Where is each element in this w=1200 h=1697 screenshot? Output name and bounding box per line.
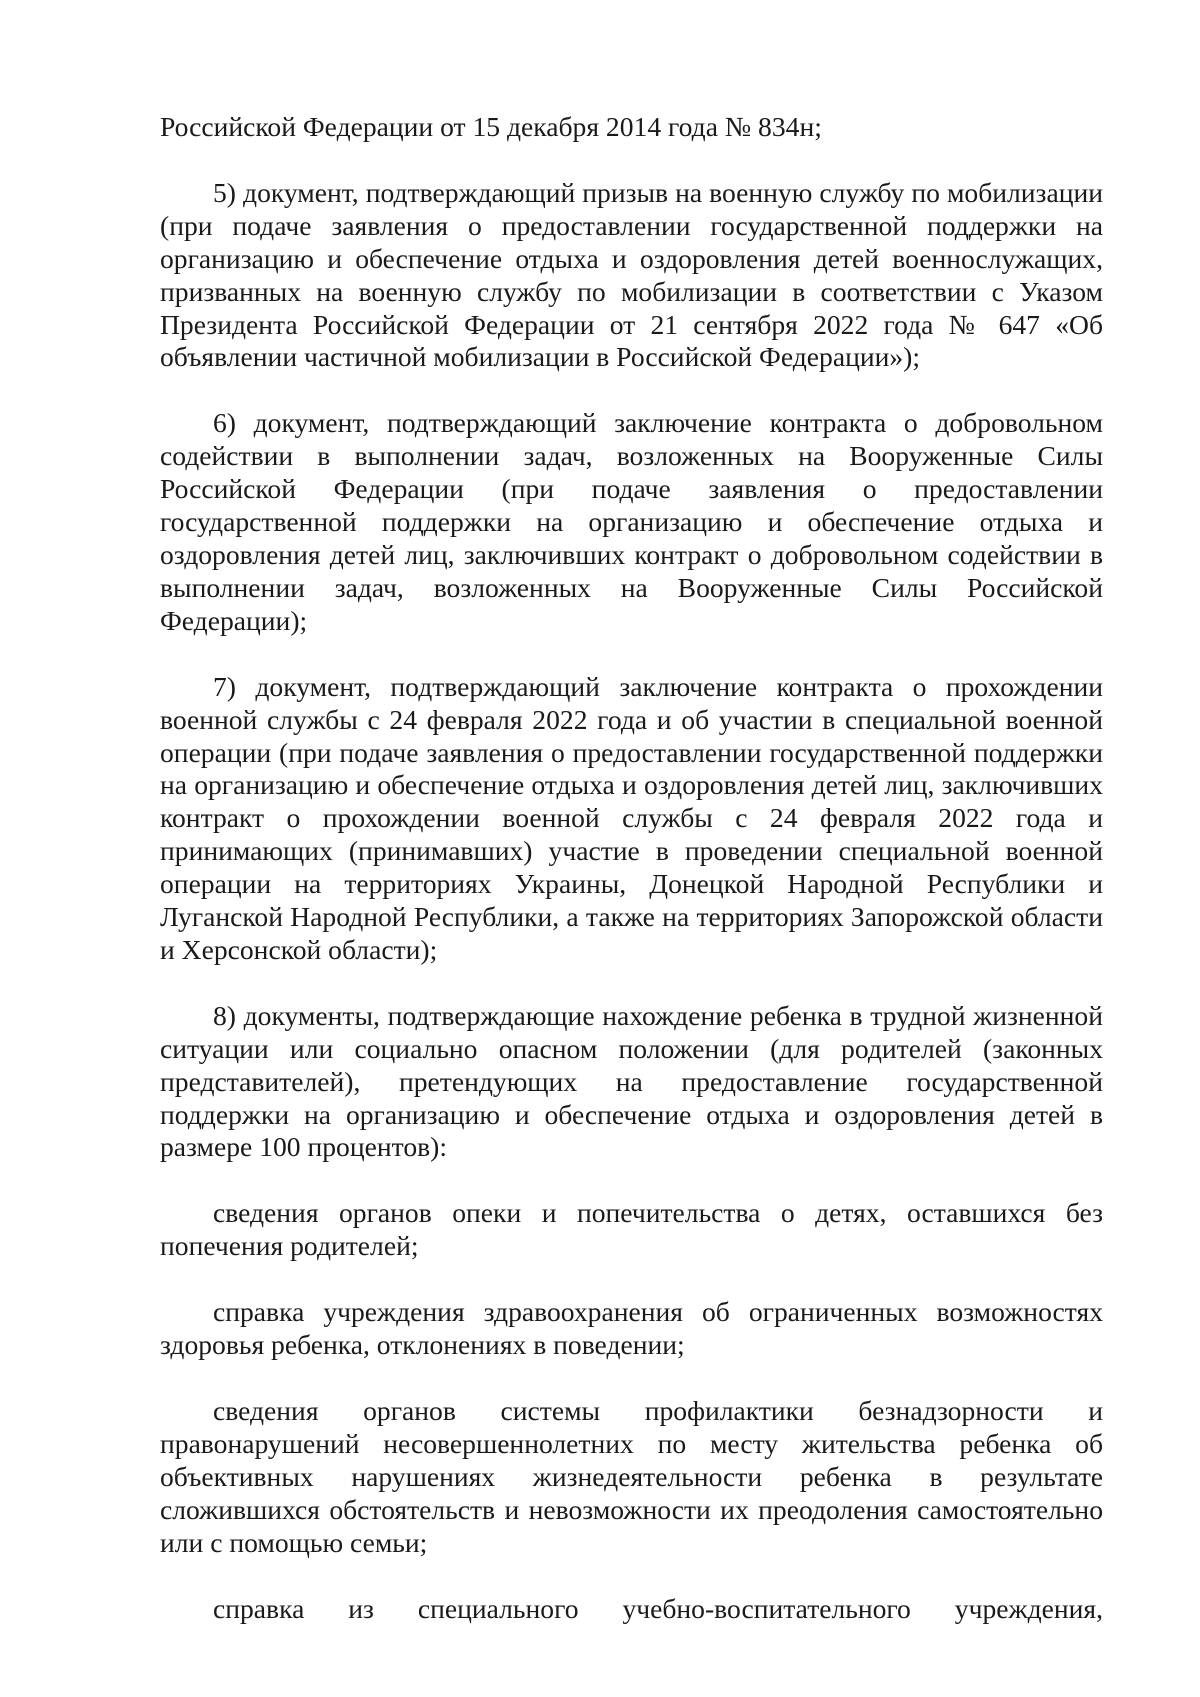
paragraph-item-6: 6) документ, подтверждающий заключение контракта о добровольном содействии в выполнении задач, возложенных на Вооруженные Силы Российской Федерации (при подаче заявления о предоставлении государственной поддержки на организацию и обеспечение отдыха и оздоровления детей лиц, заключивших контракт о добровольном содействии в выполнении задач, возложенных на Вооруженные Силы Российской Федерации); xyxy=(160,407,1103,636)
paragraph-item-7: 7) документ, подтверждающий заключение контракта о прохождении военной службы с 24 февраля 2022 года и об участии в специальной военной операции (при подаче заявления о предоставлении государственной поддержки на организацию и обеспечение отдыха и оздоровления детей лиц, заключивших контракт о прохождении военной службы с 24 февраля 2022 года и принимающих (принимавших) участие в проведении специальной военной операции на территориях Украины, Донецкой Народной Республики и Луганской Народной Республики, а также на территориях Запорожской области и Херсонской области); xyxy=(160,670,1103,965)
paragraph-continuation: Российской Федерации от 15 декабря 2014 года № 834н; xyxy=(160,111,822,142)
paragraph-item-5: 5) документ, подтверждающий призыв на военную службу по мобилизации (при подаче заявления о предоставлении государственной поддержки на организацию и обеспечение отдыха и оздоровления детей военнослужащих, призванных на военную службу по мобилизации в соответствии с Указом Президента Российской Федерации от 21 сентября 2022 года № 647 «Об объявлении частичной мобилизации в Российской Федерации»); xyxy=(160,176,1103,373)
paragraph-item-8: 8) документы, подтверждающие нахождение ребенка в трудной жизненной ситуации или социально опасном положении (для родителей (законных представителей), претендующих на предоставление государственной поддержки на организацию и обеспечение отдыха и оздоровления детей в размере 100 процентов): xyxy=(160,999,1103,1163)
document-body xyxy=(160,111,1103,1625)
paragraph-special-school-certificate: справка из специального учебно-воспитательного учреждения, xyxy=(213,1592,1103,1624)
paragraph-guardianship-info: сведения органов опеки и попечительства о детях, оставшихся без попечения родителей; xyxy=(160,1197,1103,1262)
paragraph-prevention-info: сведения органов системы профилактики безнадзорности и правонарушений несовершеннолетних по месту жительства ребенка об объективных нарушениях жизнедеятельности ребенка в результате сложившихся обстоятельств и невозможности их преодоления самостоятельно или с помощью семьи; xyxy=(160,1395,1103,1558)
paragraph-health-certificate: справка учреждения здравоохранения об ограниченных возможностях здоровья ребенка, отклонениях в поведении; xyxy=(160,1296,1103,1361)
